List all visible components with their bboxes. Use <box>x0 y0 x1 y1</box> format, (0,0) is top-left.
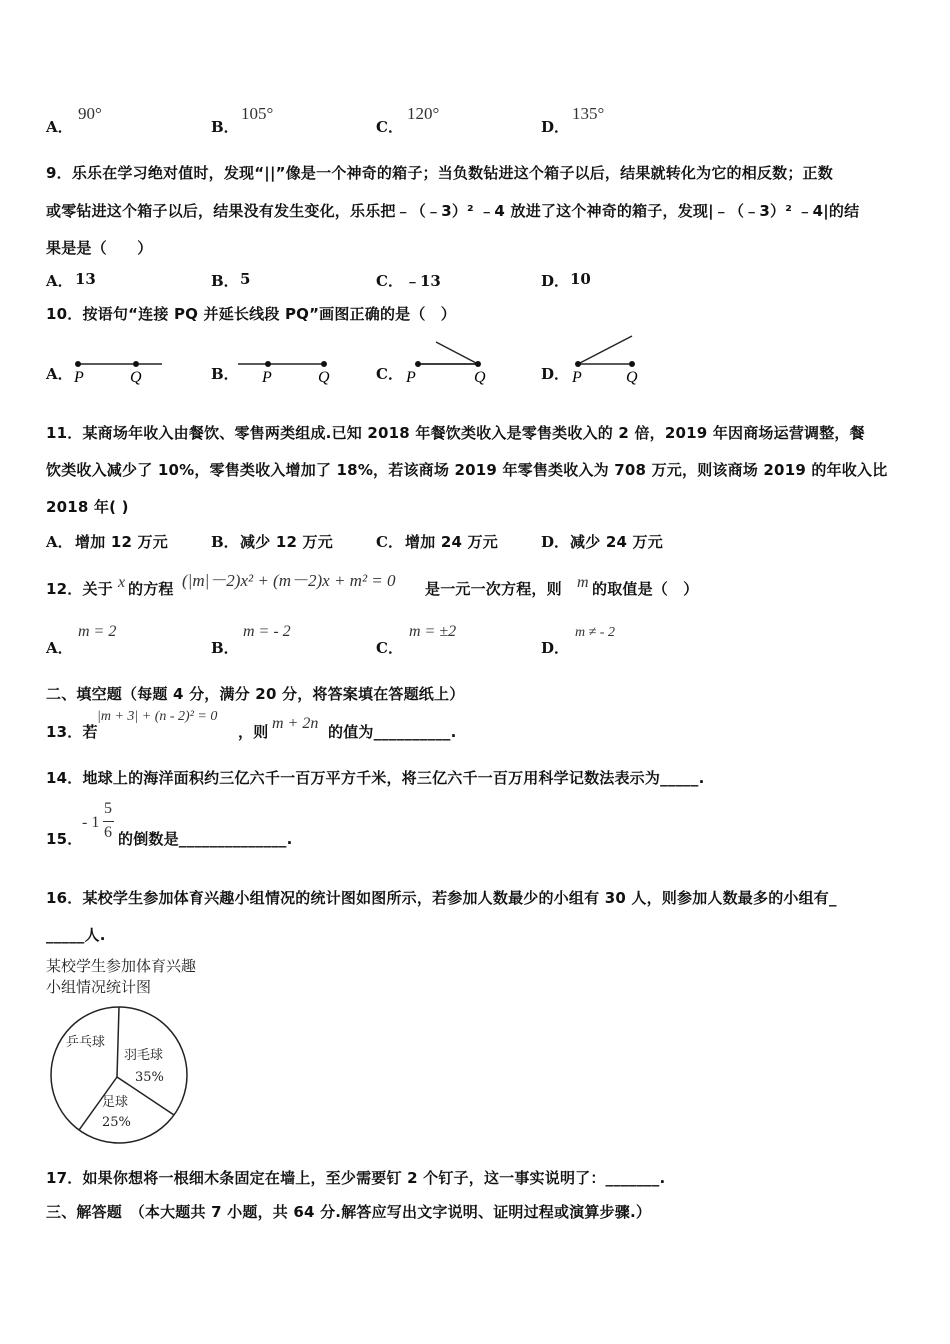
q11-option-c-value: 增加 24 万元 <box>405 533 498 551</box>
q10-figure-b <box>232 352 342 386</box>
q10-figure-c <box>400 340 500 386</box>
q9-line-3: 果是是（ ） <box>46 239 153 257</box>
q12-option-c-label: C． <box>376 639 403 657</box>
q10-option-c-label: C． <box>376 365 403 383</box>
q10-option-b-label: B． <box>211 365 239 383</box>
q9-option-a-label: A． <box>46 272 73 290</box>
q11-option-d-value: 减少 24 万元 <box>570 533 663 551</box>
q11-option-b-value: 减少 12 万元 <box>240 533 333 551</box>
q9-option-a-value: 13 <box>75 270 96 288</box>
q10-stem: 10．按语句“连接 PQ 并延长线段 PQ”画图正确的是（ ） <box>46 305 456 323</box>
q8-option-a-value: 90° <box>78 104 102 123</box>
q8-option-a-label: A． <box>46 118 73 136</box>
q10-c-point-q: Q <box>474 369 486 386</box>
q13-mid: ，则 <box>238 723 269 741</box>
q10-option-a-label: A． <box>46 365 73 383</box>
pie-label-football: 足球 <box>102 1095 129 1110</box>
q17: 17．如果你想将一根细木条固定在墙上，至少需要钉 2 个钉子，这一事实说明了：_______. <box>46 1169 666 1187</box>
q12-option-a-value: m = 2 <box>78 623 117 640</box>
q15-prefix: 15． <box>46 830 83 848</box>
q16-line-2: _____人. <box>46 926 106 944</box>
q12-prefix: 12．关于 <box>46 580 113 598</box>
q14: 14．地球上的海洋面积约三亿六千一百万平方千米，将三亿六千一百万用科学记数法表示为_____. <box>46 769 705 787</box>
q10-d-point-p: P <box>572 369 582 386</box>
q12-option-a-label: A． <box>46 639 73 657</box>
q11-option-d-label: D． <box>541 533 570 551</box>
q9-option-c-value: ﹣13 <box>405 272 441 290</box>
section-3-heading: 三、解答题 （本大题共 7 小题，共 64 分.解答应写出文字说明、证明过程或演算步骤.） <box>46 1203 652 1221</box>
pie-chart <box>46 1006 196 1146</box>
q15-mixed-sign: - 1 <box>82 814 100 831</box>
pie-value-football: 25% <box>102 1115 131 1130</box>
q9-line-2: 或零钻进这个箱子以后，结果没有发生变化，乐乐把﹣（﹣3）² ﹣4 放进了这个神奇的箱子，发现|﹣（﹣3）² ﹣4|的结 <box>46 202 860 220</box>
q10-a-point-p: P <box>74 369 84 386</box>
q12-end: 的取值是（ ） <box>592 580 699 598</box>
pie-label-pingpong: 乒乓球 <box>66 1035 106 1050</box>
q11-option-b-label: B． <box>211 533 239 551</box>
q15-suffix: 的倒数是______________. <box>118 830 293 848</box>
q12-option-d-label: D． <box>541 639 570 657</box>
q9-option-c-label: C． <box>376 272 403 290</box>
q15-numerator: 5 <box>104 800 112 817</box>
pie-divider-1 <box>117 1007 119 1077</box>
section-2-heading: 二、填空题（每题 4 分，满分 20 分，将答案填在答题纸上） <box>46 685 465 703</box>
q10-figure-d <box>566 332 666 386</box>
q12-suffix: 是一元一次方程，则 <box>425 580 562 598</box>
q8-option-d-label: D． <box>541 118 570 136</box>
q10-b-point-p: P <box>262 369 272 386</box>
q11-option-c-label: C． <box>376 533 403 551</box>
q8-option-d-value: 135° <box>572 104 605 123</box>
q9-option-d-value: 10 <box>570 270 591 288</box>
q12-variable-x: x <box>118 574 126 591</box>
q11-line-3: 2018 年( ) <box>46 498 129 516</box>
q8-option-b-label: B． <box>211 118 239 136</box>
q10-d-point-q: Q <box>626 369 638 386</box>
q12-option-b-value: m = - 2 <box>243 623 291 640</box>
q10-b-point-q: Q <box>318 369 330 386</box>
q12-mid: 的方程 <box>128 580 174 598</box>
q9-option-b-value: 5 <box>240 270 251 288</box>
chart-title <box>46 956 196 998</box>
q12-option-d-value: m ≠ - 2 <box>575 625 615 640</box>
q12-variable-m: m <box>577 574 589 591</box>
q9-option-b-label: B． <box>211 272 239 290</box>
q10-figure-a <box>70 352 170 386</box>
q12-equation: (|m|－2)x² + (m－2)x + m² = 0 <box>182 571 396 590</box>
q10-a-point-q: Q <box>130 369 142 386</box>
q11-option-a-value: 增加 12 万元 <box>75 533 168 551</box>
q13-equation: |m + 3| + (n - 2)² = 0 <box>97 709 218 724</box>
q12-option-c-value: m = ±2 <box>409 623 457 640</box>
q15-denominator: 6 <box>104 824 112 841</box>
q8-option-c-value: 120° <box>407 104 440 123</box>
q9-option-d-label: D． <box>541 272 570 290</box>
q16-line-1: 16．某校学生参加体育兴趣小组情况的统计图如图所示，若参加人数最少的小组有 30 人，则参加人数最多的小组有_ <box>46 889 837 907</box>
pie-value-badminton: 35% <box>135 1070 164 1085</box>
q13-prefix: 13．若 <box>46 723 98 741</box>
q8-option-b-value: 105° <box>241 104 274 123</box>
q12-option-b-label: B． <box>211 639 239 657</box>
chart-title-line-1: 某校学生参加体育兴趣 <box>46 957 197 975</box>
q10-option-d-label: D． <box>541 365 570 383</box>
q15-fraction-bar <box>103 821 114 822</box>
q11-line-1: 11．某商场年收入由餐饮、零售两类组成.已知 2018 年餐饮类收入是零售类收入的 2 倍，2019 年因商场运营调整，餐 <box>46 424 865 442</box>
q13-suffix: 的值为__________. <box>328 723 457 741</box>
q8-option-c-label: C． <box>376 118 403 136</box>
q13-expression: m + 2n <box>272 715 319 732</box>
pie-label-badminton: 羽毛球 <box>124 1048 164 1063</box>
q9-line-1: 9．乐乐在学习绝对值时，发现“||”像是一个神奇的箱子；当负数钻进这个箱子以后，结果就转化为它的相反数；正数 <box>46 164 833 182</box>
q10-c-point-p: P <box>406 369 416 386</box>
q11-line-2: 饮类收入减少了 10%，零售类收入增加了 18%，若该商场 2019 年零售类收入为 708 万元，则该商场 2019 的年收入比 <box>46 461 888 479</box>
chart-title-line-2: 小组情况统计图 <box>46 978 152 996</box>
q11-option-a-label: A． <box>46 533 73 551</box>
